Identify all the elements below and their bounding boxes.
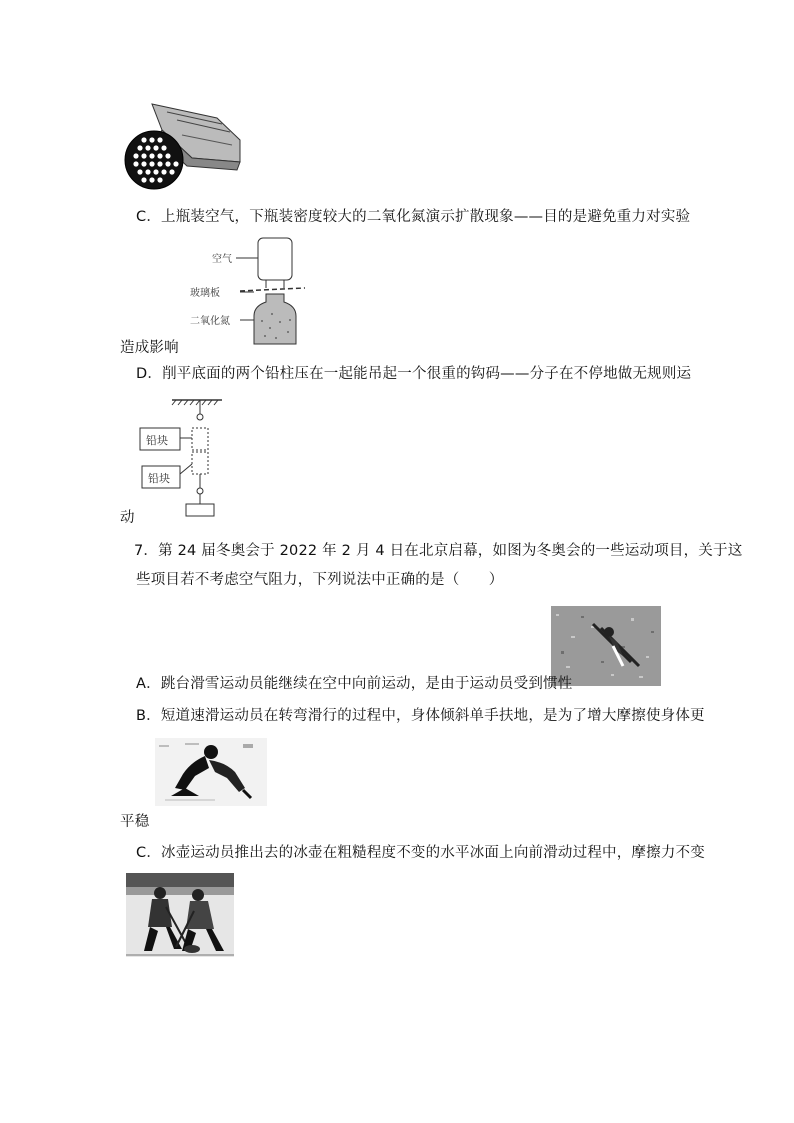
question-7-stem-line2: 些项目若不考虑空气阻力，下列说法中正确的是（ ） (136, 572, 504, 588)
option-7b-text: B．短道速滑运动员在转弯滑行的过程中，身体倾斜单手扶地，是为了增大摩擦使身体更 (136, 708, 705, 724)
option-7c-text: C．冰壶运动员推出去的冰壶在粗糙程度不变的水平冰面上向前滑动过程中，摩擦力不变 (136, 845, 705, 861)
option-c-text: C．上瓶装空气，下瓶装密度较大的二氧化氮演示扩散现象——目的是避免重力对实验 (136, 209, 691, 225)
lead-block-label-bottom: 铅块 (148, 472, 170, 485)
glass-plate-label: 玻璃板 (190, 288, 220, 299)
curling-photo (126, 873, 234, 959)
option-c-continuation: 造成影响 (120, 340, 179, 356)
option-d-text: D．削平底面的两个铅柱压在一起能吊起一个很重的钩码——分子在不停地做无规则运 (136, 366, 692, 382)
option-7a-text: A．跳台滑雪运动员能继续在空中向前运动，是由于运动员受到惯性 (136, 676, 573, 692)
no2-label: 二氧化氮 (190, 316, 230, 327)
option-7b-continuation: 平稳 (120, 814, 150, 830)
diffusion-bottles-figure (190, 236, 320, 348)
speed-skating-photo (155, 738, 267, 806)
option-d-continuation: 动 (120, 510, 135, 526)
question-7-stem-line1: 7．第 24 届冬奥会于 2022 年 2 月 4 日在北京启幕，如图为冬奥会的一些运动项目，关于这 (134, 543, 743, 559)
air-label: 空气 (212, 254, 232, 265)
lead-cylinders-figure (132, 394, 232, 522)
lead-block-label-top: 铅块 (146, 434, 168, 447)
lead-blocks-figure (122, 100, 242, 192)
